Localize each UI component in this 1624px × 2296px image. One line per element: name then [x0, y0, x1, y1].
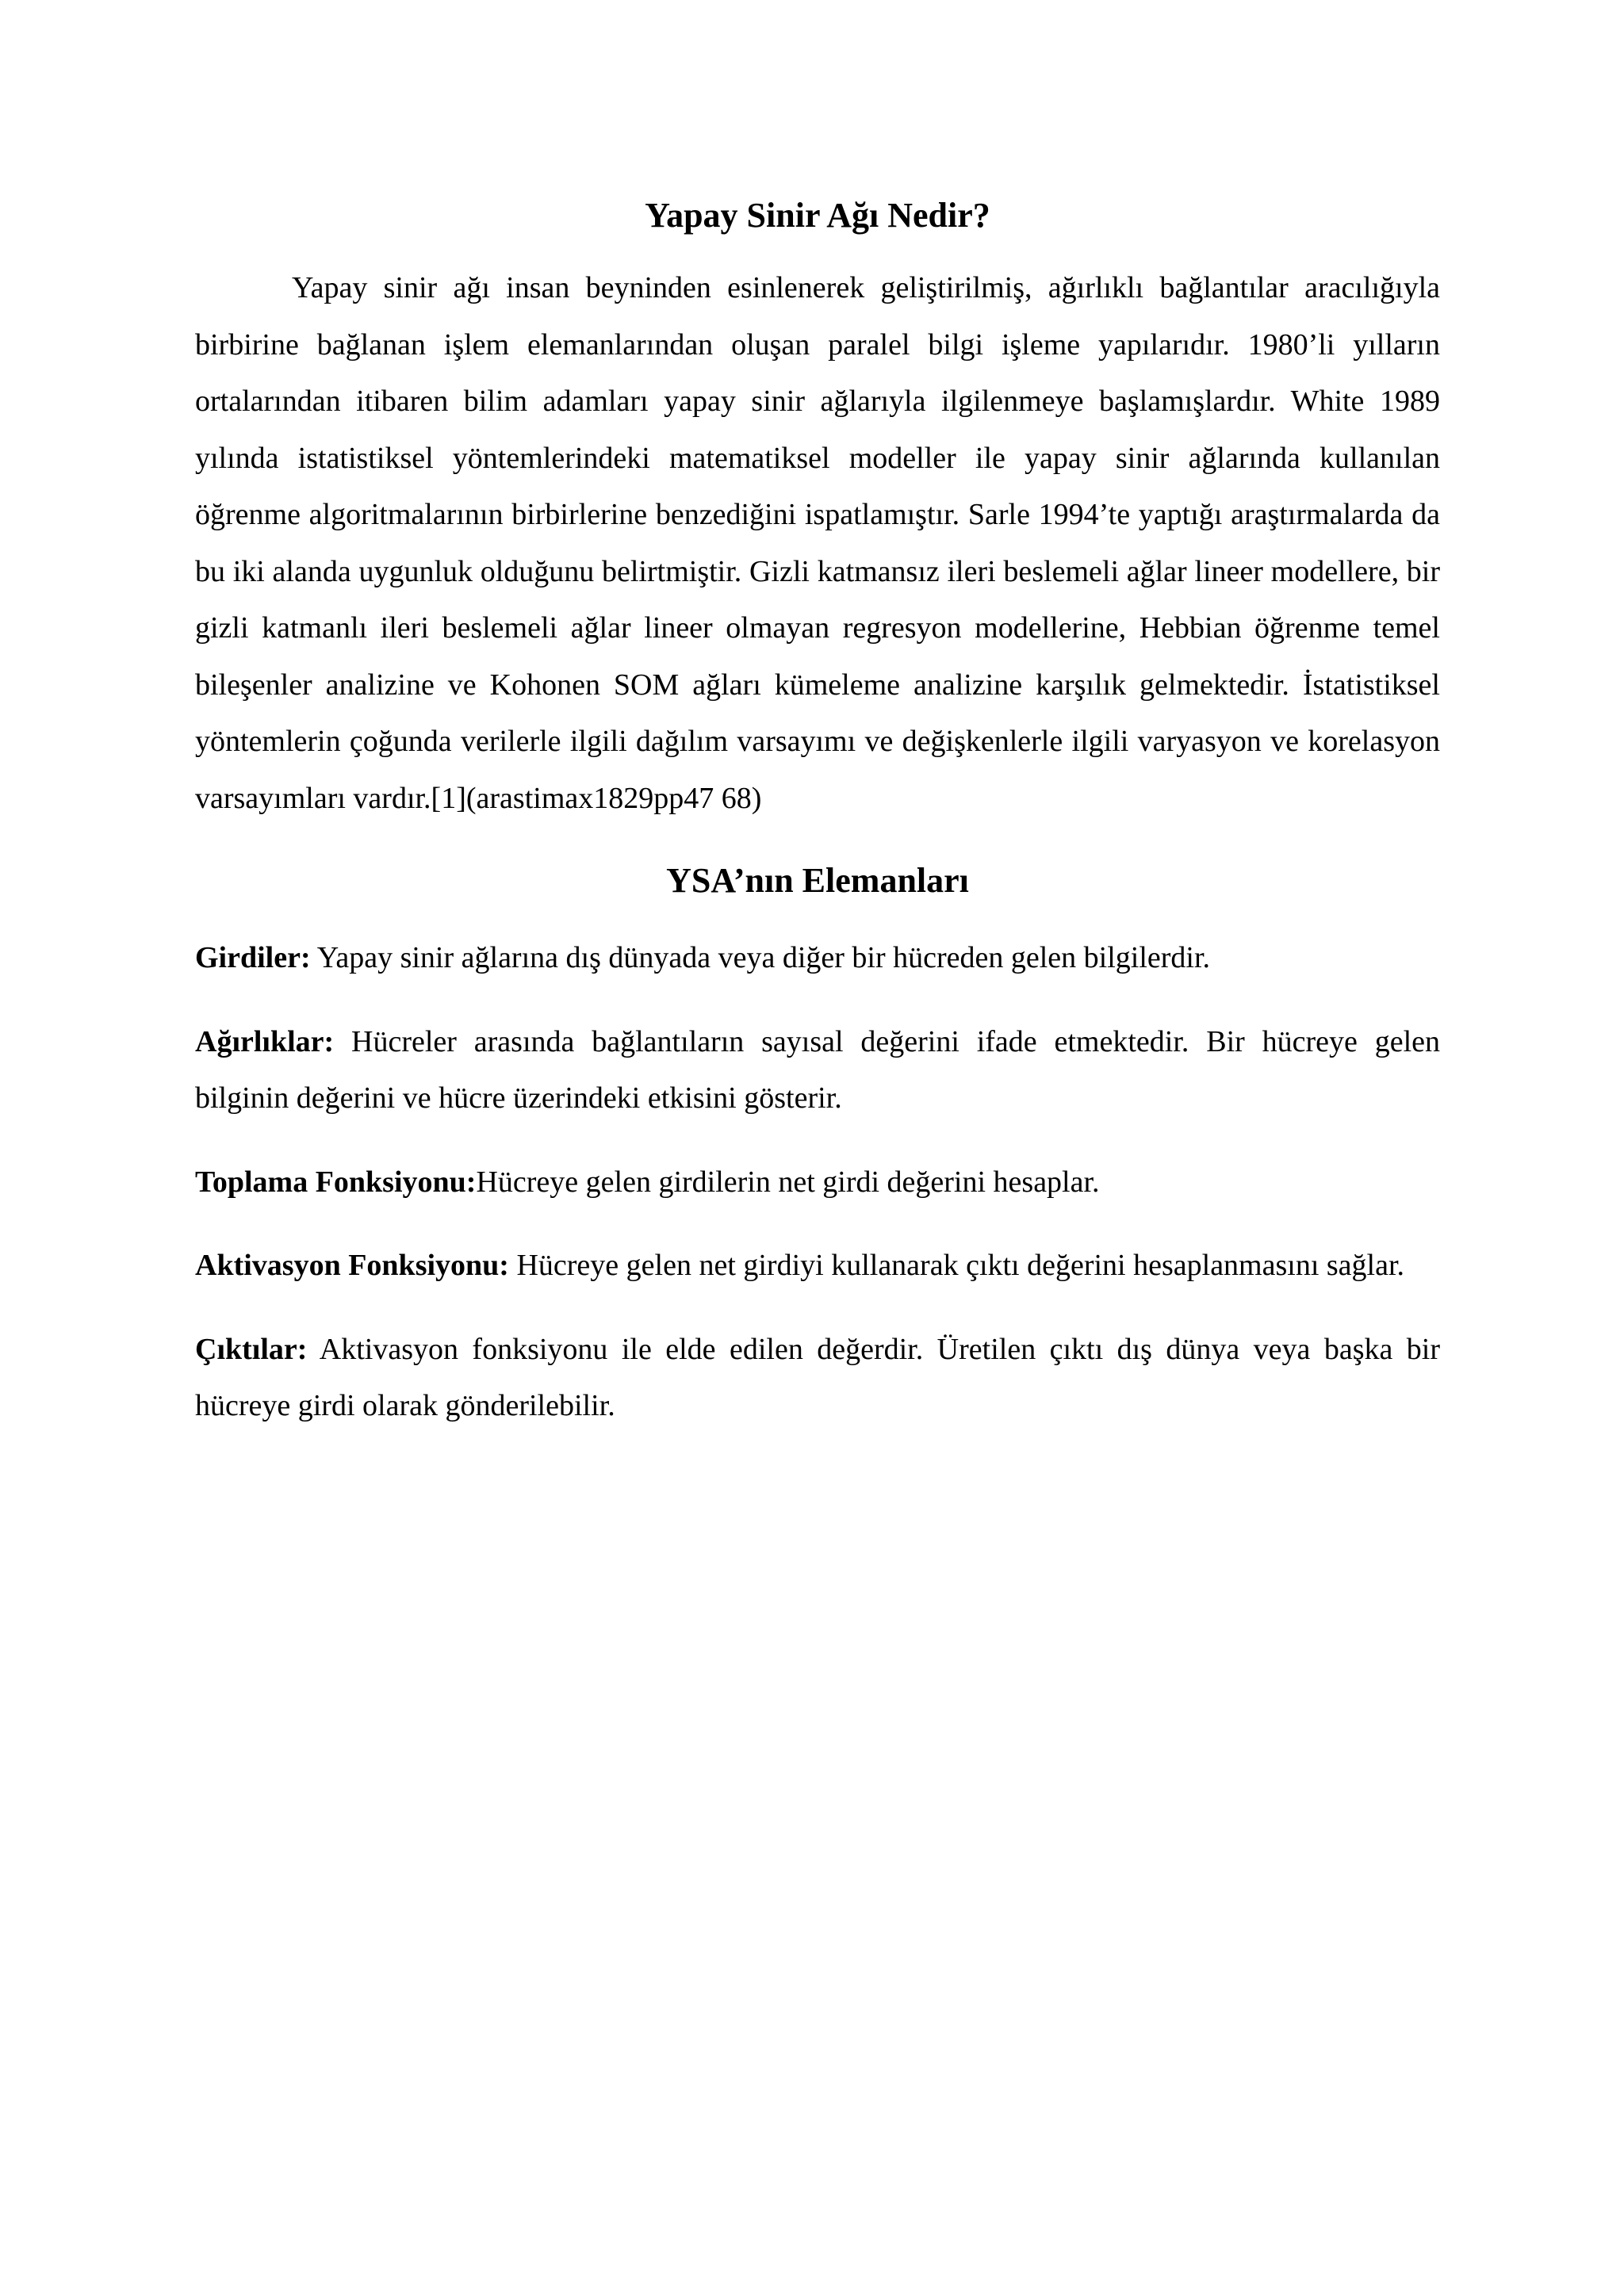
element-description: Aktivasyon fonksiyonu ile elde edilen değerdir. Üretilen çıktı dış dünya veya başka bir hücreye girdi olarak gönderilebilir. [195, 1332, 1440, 1422]
element-aktivasyon-fonksiyonu [195, 1238, 1440, 1295]
element-description: Hücreler arasında bağlantıların sayısal değerini ifade etmektedir. Bir hücreye gelen bilginin değerini ve hücre üzerindeki etkisini gösterir. [195, 1024, 1440, 1115]
element-toplama-fonksiyonu [195, 1154, 1440, 1211]
element-ciktilar [195, 1322, 1440, 1435]
element-term: Ağırlıklar: [195, 1024, 335, 1058]
element-term: Girdiler: [195, 941, 311, 974]
element-description: Hücreye gelen net girdiyi kullanarak çıktı değerini hesaplanmasını sağlar. [508, 1249, 1405, 1282]
element-description: Yapay sinir ağlarına dış dünyada veya diğer bir hücreden gelen bilgilerdir. [310, 941, 1211, 974]
element-girdiler [195, 930, 1440, 987]
page-title: Yapay Sinir Ağı Nedir? [645, 196, 990, 235]
element-description: Hücreye gelen girdilerin net girdi değerini hesaplar. [476, 1165, 1100, 1199]
element-term: Aktivasyon Fonksiyonu: [195, 1249, 509, 1282]
element-agirliklar [195, 1014, 1440, 1127]
intro-paragraph: Yapay sinir ağı insan beyninden esinlenerek geliştirilmiş, ağırlıklı bağlantılar aracılığıyla birbirine bağlanan işlem elemanlarından oluşan paralel bilgi işleme yapılarıdır. 1980’li yılların ortalarından itibaren bilim adamları yapay sinir ağlarıyla ilgilenmeye başlamışlardır. White 1989 yılında istatistiksel yöntemlerindeki matematiksel modeller ile yapay sinir ağlarında kullanılan öğrenme algoritmalarının birbirlerine benzediğini ispatlamıştır. Sarle 1994’te yaptığı araştırmalarda da bu iki alanda uygunluk olduğunu belirtmiştir. Gizli katmansız ileri beslemeli ağlar lineer modellere, bir gizli katmanlı ileri beslemeli ağlar lineer olmayan regresyon modellerine, Hebbian öğrenme temel bileşenler analizine ve Kohonen SOM ağları kümeleme analizine karşılık gelmektedir. İstatistiksel yöntemlerin çoğunda verilerle ilgili dağılım varsayımı ve değişkenlerle ilgili varyasyon ve korelasyon varsayımları vardır.[1](arastimax1829pp47 68) [195, 271, 1440, 815]
element-term: Toplama Fonksiyonu: [195, 1165, 477, 1199]
document-page [195, 190, 1440, 1435]
element-term: Çıktılar: [195, 1332, 308, 1366]
section-heading: YSA’nın Elemanları [666, 861, 969, 900]
